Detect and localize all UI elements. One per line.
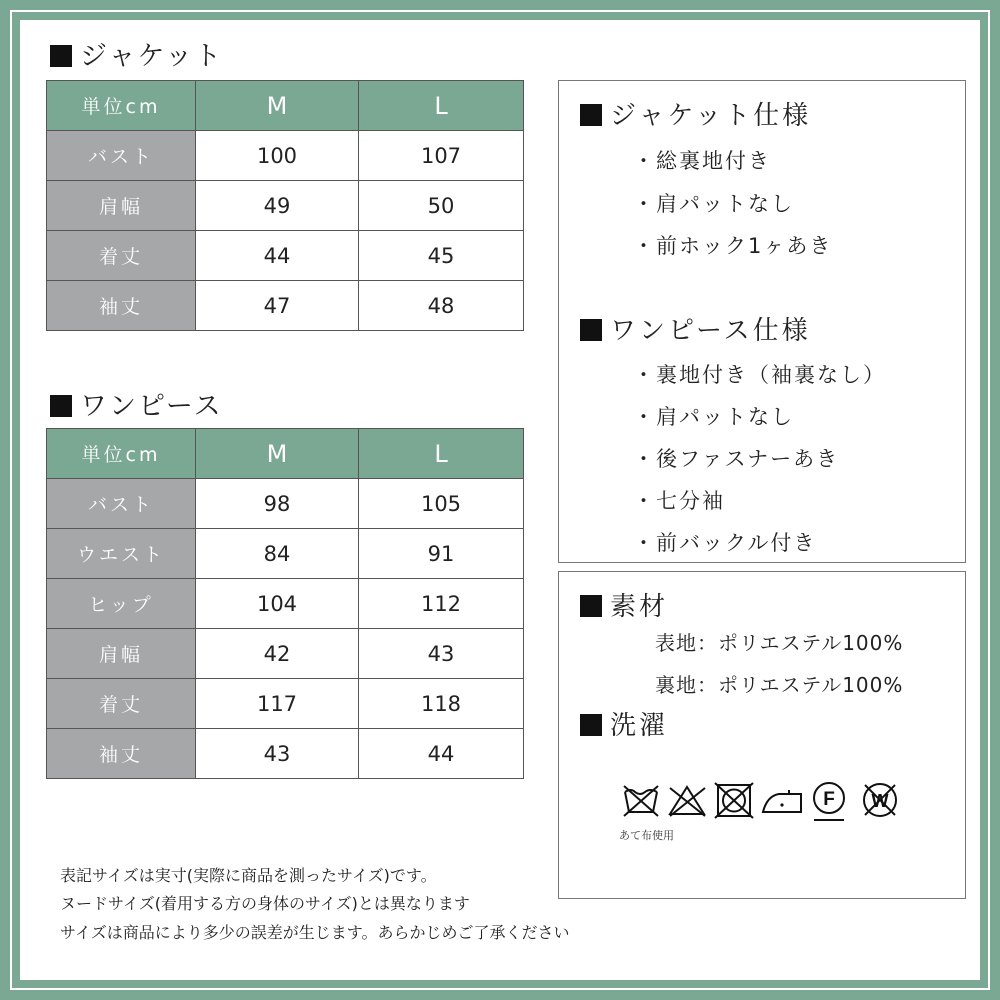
row-label: バスト — [47, 131, 196, 181]
cell-l: 105 — [359, 479, 524, 529]
outer-material: 表地：ポリエステル100% — [655, 631, 904, 655]
size-l-header: L — [359, 429, 524, 479]
size-m-header: M — [196, 81, 359, 131]
jacket-size-table — [46, 80, 524, 331]
square-bullet-icon — [580, 595, 602, 617]
cell-l: 118 — [359, 679, 524, 729]
cell-m: 43 — [196, 729, 359, 779]
material-box — [558, 571, 966, 899]
table-row — [47, 679, 524, 729]
table-row — [47, 629, 524, 679]
care-note: あて布使用 — [619, 829, 674, 842]
size-l-header: L — [359, 81, 524, 131]
no-bleach-icon — [670, 787, 705, 816]
cell-m: 42 — [196, 629, 359, 679]
square-bullet-icon — [50, 395, 72, 417]
square-bullet-icon — [50, 45, 72, 67]
row-label: バスト — [47, 479, 196, 529]
onepiece-section-title: ワンピース — [50, 384, 223, 423]
wet-clean-letter: W — [871, 791, 889, 811]
cell-l: 112 — [359, 579, 524, 629]
table-header-row — [47, 429, 524, 479]
square-bullet-icon — [580, 714, 602, 736]
cell-l: 50 — [359, 181, 524, 231]
table-row — [47, 181, 524, 231]
cell-m: 98 — [196, 479, 359, 529]
cell-m: 44 — [196, 231, 359, 281]
cell-m: 104 — [196, 579, 359, 629]
no-tumble-dry-icon — [715, 783, 753, 818]
no-hand-wash-icon — [624, 786, 658, 816]
row-label: 肩幅 — [47, 629, 196, 679]
table-row — [47, 579, 524, 629]
list-item: ・前バックル付き — [633, 531, 817, 555]
unit-header: 単位cm — [47, 81, 196, 131]
list-item: ・七分袖 — [633, 489, 725, 513]
list-item: ・総裏地付き — [633, 149, 771, 173]
table-header-row — [47, 81, 524, 131]
footnote-line: ヌードサイズ(着用する方の身体のサイズ)とは異なります — [60, 894, 470, 913]
cell-l: 45 — [359, 231, 524, 281]
list-item: ・肩パットなし — [633, 192, 794, 216]
row-label: 着丈 — [47, 679, 196, 729]
table-row — [47, 131, 524, 181]
table-row — [47, 231, 524, 281]
row-label: 着丈 — [47, 231, 196, 281]
list-item: ・後ファスナーあき — [633, 447, 840, 471]
footnote-line: サイズは商品により多少の誤差が生じます。あらかじめご了承ください — [60, 923, 570, 942]
table-row — [47, 281, 524, 331]
cell-l: 48 — [359, 281, 524, 331]
table-row — [47, 729, 524, 779]
lining-material: 裏地：ポリエステル100% — [655, 673, 904, 697]
cell-l: 107 — [359, 131, 524, 181]
cell-l: 43 — [359, 629, 524, 679]
square-bullet-icon — [580, 104, 602, 126]
page-content — [20, 20, 980, 980]
list-item: ・肩パットなし — [633, 405, 794, 429]
list-item: ・裏地付き（袖裏なし） — [633, 363, 886, 387]
cell-m: 117 — [196, 679, 359, 729]
onepiece-size-table — [46, 428, 524, 779]
jacket-spec-title: ジャケット仕様 — [580, 95, 811, 132]
jacket-section-title: ジャケット — [50, 34, 223, 73]
cell-m: 47 — [196, 281, 359, 331]
row-label: ウエスト — [47, 529, 196, 579]
cell-m: 100 — [196, 131, 359, 181]
material-title: 素材 — [580, 586, 668, 623]
footnote-line: 表記サイズは実寸(実際に商品を測ったサイズ)です。 — [60, 866, 437, 885]
square-bullet-icon — [580, 319, 602, 341]
cell-m: 84 — [196, 529, 359, 579]
dry-clean-letter: F — [823, 789, 835, 810]
row-label: 袖丈 — [47, 281, 196, 331]
row-label: 袖丈 — [47, 729, 196, 779]
iron-low-icon — [763, 790, 801, 812]
row-label: ヒップ — [47, 579, 196, 629]
cell-l: 91 — [359, 529, 524, 579]
list-item: ・前ホック1ヶあき — [633, 234, 833, 258]
cell-l: 44 — [359, 729, 524, 779]
size-m-header: M — [196, 429, 359, 479]
onepiece-spec-title: ワンピース仕様 — [580, 310, 811, 347]
wash-title: 洗濯 — [580, 705, 668, 742]
table-row — [47, 479, 524, 529]
care-symbols — [619, 778, 919, 828]
unit-header: 単位cm — [47, 429, 196, 479]
cell-m: 49 — [196, 181, 359, 231]
table-row — [47, 529, 524, 579]
row-label: 肩幅 — [47, 181, 196, 231]
spec-box — [558, 80, 966, 563]
